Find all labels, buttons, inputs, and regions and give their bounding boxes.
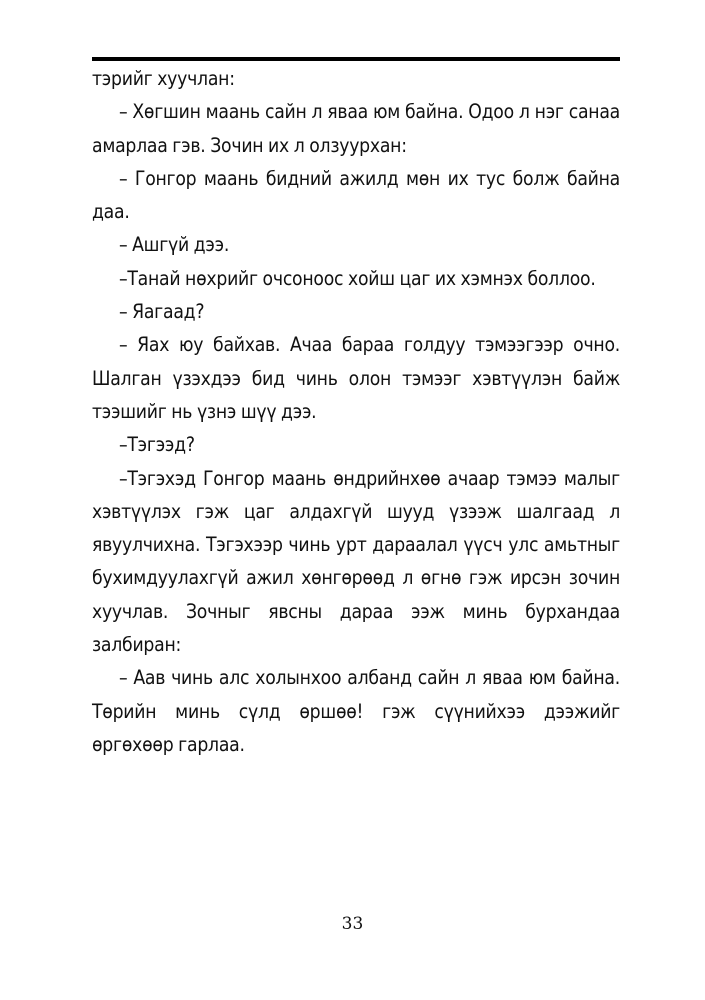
paragraph: – Аав чинь алс холынхоо албанд сайн л яваа юм байна. Төрийн минь сүлд өршөө! гэж сүүнийхээ дээжийг өргөхөөр гарлаа. bbox=[92, 666, 620, 756]
paragraph: – Яагаад? bbox=[119, 300, 205, 324]
page-number: 33 bbox=[341, 914, 364, 934]
body-text bbox=[92, 62, 620, 761]
paragraph: – Яах юу байхав. Ачаа бараа голдуу тэмээгээр очно. Шалган үзэхдээ бид чинь олон тэмээг хэвтүүлэн байж тээшийг нь үзнэ шүү дээ. bbox=[92, 333, 620, 423]
paragraph: – Гонгор маань бидний ажилд мөн их тус болж байна даа. bbox=[92, 166, 620, 224]
paragraph: –Тэгээд? bbox=[119, 433, 195, 457]
paragraph: –Танай нөхрийг очсоноос хойш цаг их хэмнэх боллоо. bbox=[119, 266, 596, 290]
paragraph: –Тэгэхэд Гонгор маань өндрийнхөө ачаар тэмээ малыг хэвтүүлэх гэж цаг алдахгүй шууд үзээж шалгаад л явуулчихна. Тэгэхээр чинь урт дараалал үүсч улс амьтныг бухимдуулахгүй ажил хөнгөрөөд л өгнө гэж ирсэн зочин хуучлав. Зочныг явсны дараа ээж минь бурхандаа залбиран: bbox=[92, 466, 620, 657]
paragraph: – Ашгүй дээ. bbox=[119, 233, 230, 257]
paragraph: тэрийг хуучлан: bbox=[92, 67, 235, 90]
top-rule bbox=[92, 57, 620, 61]
paragraph: – Хөгшин маань сайн л яваа юм байна. Одоо л нэг санаа амарлаа гэв. Зочин их л олзуурхан: bbox=[92, 100, 620, 157]
